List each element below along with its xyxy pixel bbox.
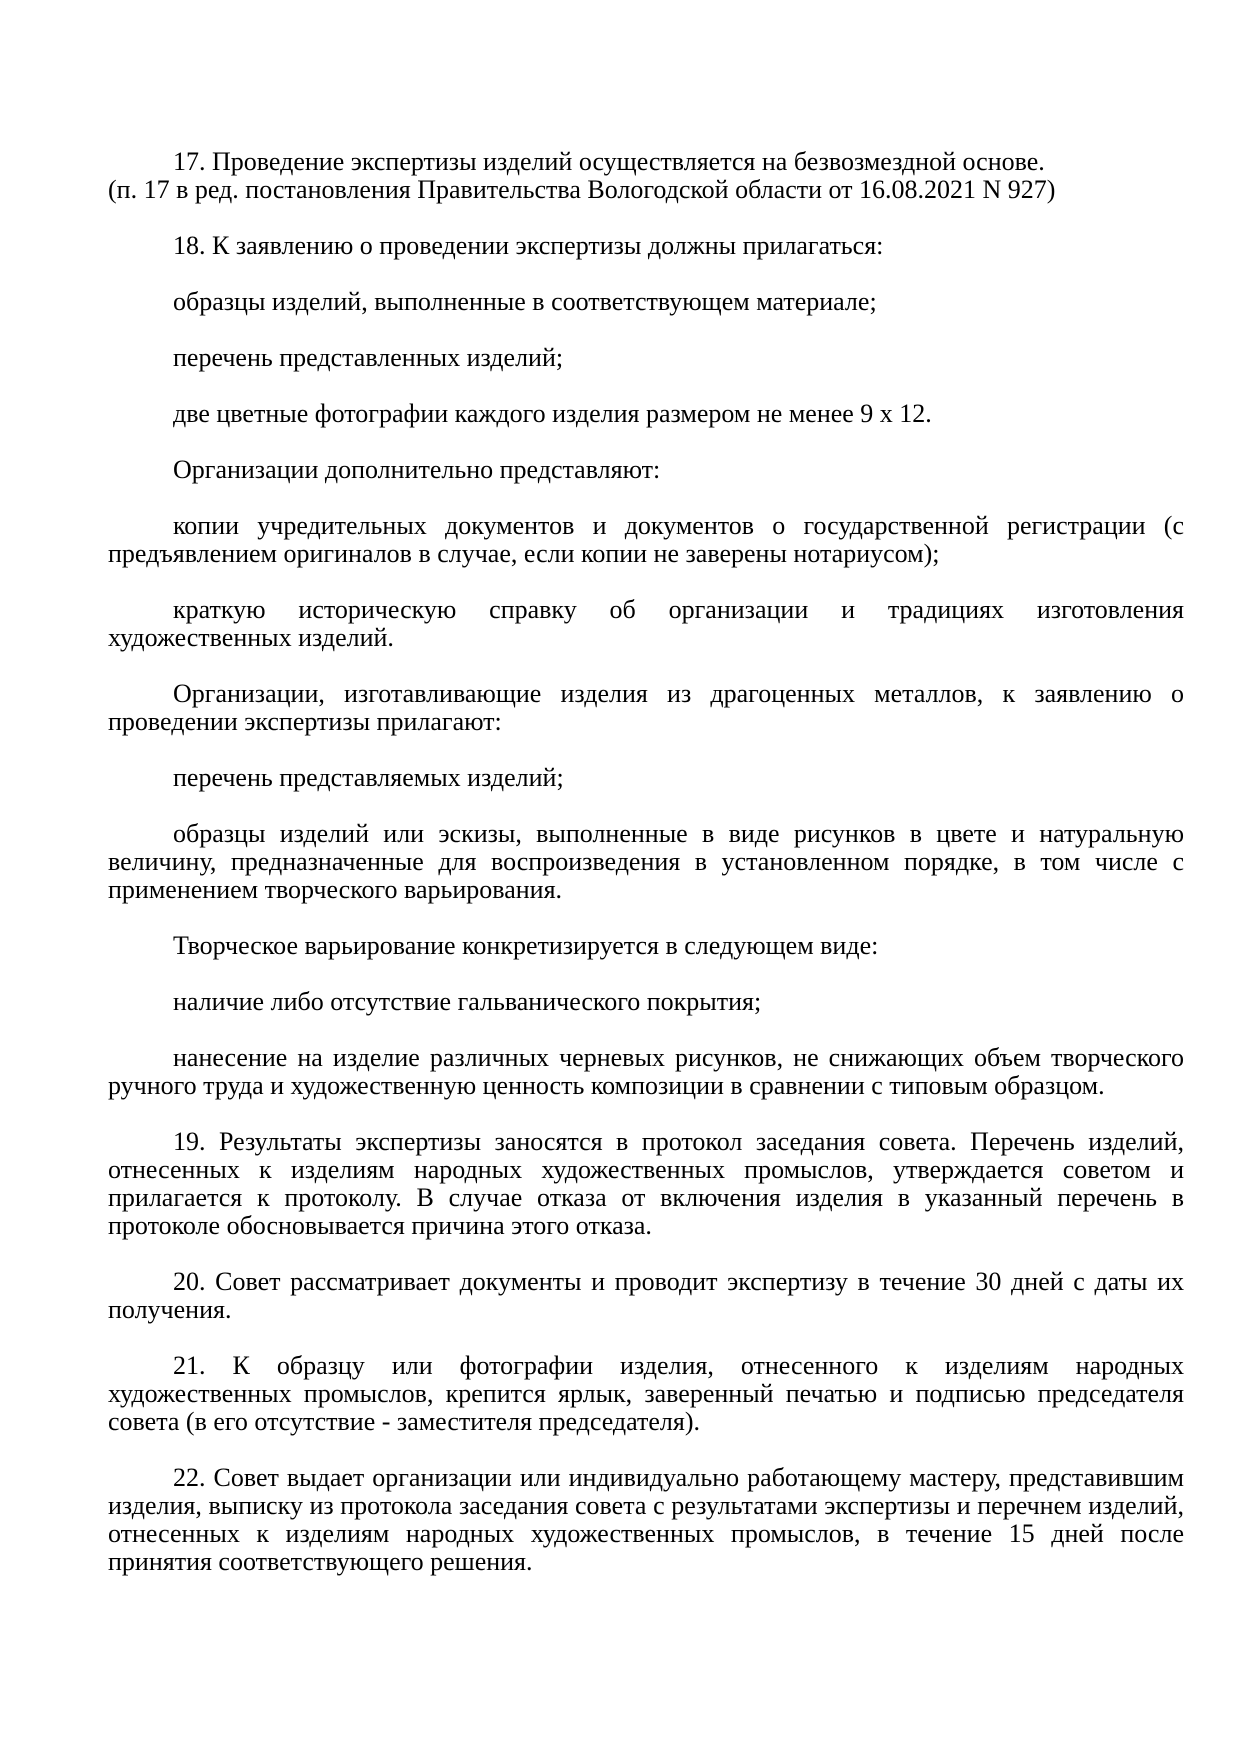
paragraph-cv-item-niello-drawings: нанесение на изделие различных черневых рисунков, не снижающих объем творческого ручного труда и художественную ценность композиции в сравнении с типовым образцом. <box>108 1043 1184 1100</box>
paragraph-precious-metals-orgs: Организации, изготавливающие изделия из драгоценных металлов, к заявлению о проведении экспертизы прилагают: <box>108 679 1184 736</box>
paragraph-item-founding-documents: копии учредительных документов и документов о государственной регистрации (с предъявлением оригиналов в случае, если копии не заверены нотариусом); <box>108 511 1184 568</box>
paragraph-creative-variation: Творческое варьирование конкретизируется в следующем виде: <box>173 931 879 960</box>
paragraph-organizations-additional: Организации дополнительно представляют: <box>173 455 661 484</box>
paragraph-20: 20. Совет рассматривает документы и проводит экспертизу в течение 30 дней с даты их получения. <box>108 1267 1184 1324</box>
document-body <box>108 148 1184 1576</box>
paragraph-21: 21. К образцу или фотографии изделия, отнесенного к изделиям народных художественных промыслов, крепится ярлык, заверенный печатью и подписью председателя совета (в его отсутствие - заместителя председателя). <box>108 1351 1184 1436</box>
paragraph-17-amendment-note: (п. 17 в ред. постановления Правительства Вологодской области от 16.08.2021 N 927) <box>108 175 1056 204</box>
paragraph-pm-item-sketches: образцы изделий или эскизы, выполненные в виде рисунков в цвете и натуральную величину, предназначенные для воспроизведения в установленном порядке, в том числе с применением творческого варьирования. <box>108 819 1184 904</box>
paragraph-19: 19. Результаты экспертизы заносятся в протокол заседания совета. Перечень изделий, отнесенных к изделиям народных художественных промыслов, утверждается советом и прилагается к протоколу. В случае отказа от включения изделия в указанный перечень в протоколе обосновывается причина этого отказа. <box>108 1127 1184 1240</box>
paragraph-item-historical-note: краткую историческую справку об организации и традициях изготовления художественных изделий. <box>108 595 1184 652</box>
paragraph-18-item-product-list: перечень представленных изделий; <box>173 343 564 372</box>
paragraph-18-item-samples: образцы изделий, выполненные в соответствующем материале; <box>173 287 877 316</box>
paragraph-cv-item-galvanic-coating: наличие либо отсутствие гальванического покрытия; <box>173 987 762 1016</box>
paragraph-22: 22. Совет выдает организации или индивидуально работающему мастеру, представившим изделия, выписку из протокола заседания совета с результатами экспертизы и перечнем изделий, отнесенных к изделиям народных художественных промыслов, в течение 15 дней после принятия соответствующего решения. <box>108 1463 1184 1576</box>
paragraph-17: 17. Проведение экспертизы изделий осуществляется на безвозмездной основе. <box>173 147 1045 176</box>
paragraph-18: 18. К заявлению о проведении экспертизы должны прилагаться: <box>173 231 884 260</box>
paragraph-18-item-photos: две цветные фотографии каждого изделия размером не менее 9 х 12. <box>173 399 932 428</box>
paragraph-pm-item-product-list: перечень представляемых изделий; <box>173 763 564 792</box>
